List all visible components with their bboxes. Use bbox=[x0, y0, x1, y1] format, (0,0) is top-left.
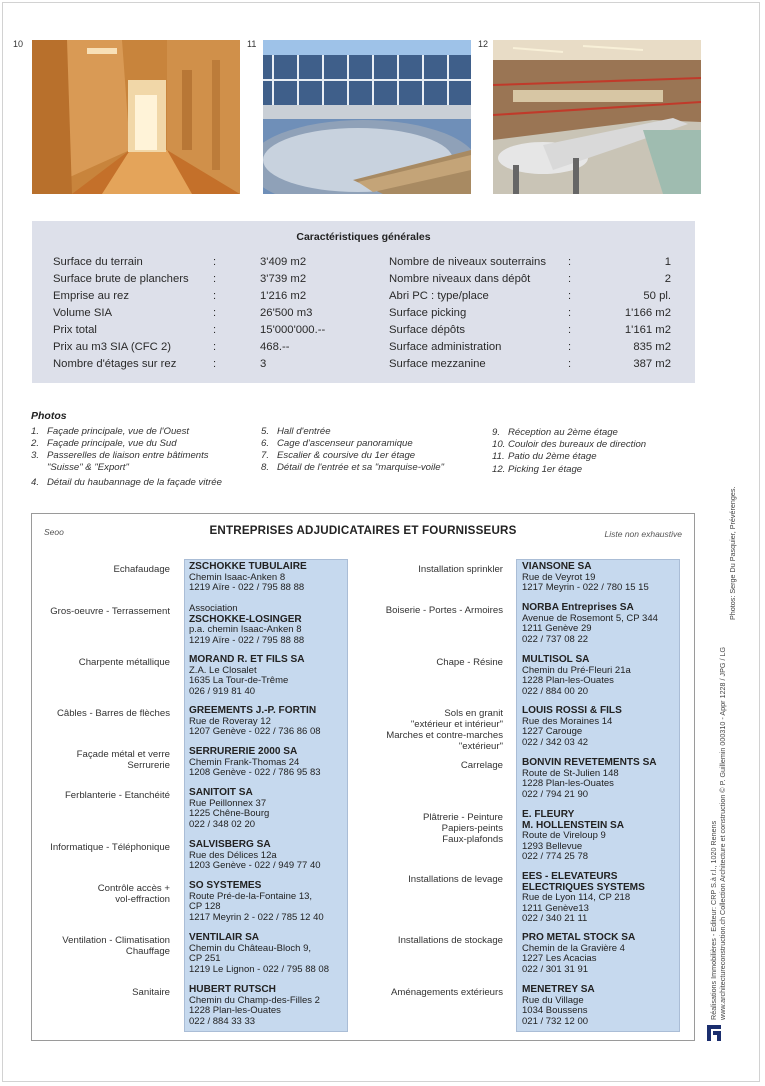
suppliers-note: Liste non exhaustive bbox=[604, 529, 682, 539]
legend-item: 11. Patio du 2ème étage bbox=[492, 451, 597, 462]
supplier-address-line: Chemin du Pré-Fleuri 21a bbox=[522, 664, 631, 676]
supplier-name: M. HOLLENSTEIN SA bbox=[522, 819, 625, 831]
photo-number-11: 11 bbox=[247, 39, 257, 49]
char-colon: : bbox=[568, 290, 572, 302]
legend-item: "Suisse" & "Export" bbox=[47, 462, 129, 473]
legend-item: 7. Escalier & coursive du 1er étage bbox=[261, 450, 416, 461]
supplier-category: Gros-oeuvre - Terrassement bbox=[50, 606, 170, 617]
supplier-address-line: Route de Vireloup 9 bbox=[522, 830, 606, 842]
char-value: 1'166 m2 bbox=[624, 307, 671, 319]
char-value: 2 bbox=[664, 273, 671, 285]
supplier-address-line: CP 128 bbox=[189, 901, 221, 913]
char-label: Surface mezzanine bbox=[389, 358, 486, 370]
supplier-address-line: Chemin Isaac-Anken 8 bbox=[189, 571, 286, 583]
legend-item: 8. Détail de l'entrée et sa "marquise-voile" bbox=[261, 462, 445, 473]
legend-item: 5. Hall d'entrée bbox=[261, 426, 331, 437]
credits-photos: Photos: Serge Du Pasquier, Prévérenges. bbox=[728, 486, 737, 620]
credits-publisher: Réalisations Immobilières - Editeur: CRP S.à r.l., 1020 Renens bbox=[709, 820, 718, 1020]
supplier-address-line: CP 251 bbox=[189, 953, 221, 965]
supplier-name: BONVIN REVETEMENTS SA bbox=[522, 757, 657, 768]
char-label: Nombre d'étages sur rez bbox=[53, 358, 177, 370]
char-colon: : bbox=[213, 256, 217, 268]
supplier-category: Câbles - Barres de flèches bbox=[56, 708, 170, 719]
supplier-address-line: 026 / 919 81 40 bbox=[189, 685, 256, 697]
supplier-address-line: Chemin du Champ-des-Filles 2 bbox=[189, 994, 320, 1006]
char-value: 835 m2 bbox=[633, 341, 671, 353]
supplier-category: Sols en granit "extérieur et intérieur" Marches et contre-marches "extérieur" bbox=[386, 708, 503, 752]
suppliers-logo: Seoo bbox=[44, 527, 64, 537]
supplier-address-line: Rue de Roveray 12 bbox=[189, 715, 271, 727]
supplier-address-line: 021 / 732 12 00 bbox=[522, 1015, 589, 1027]
legend-item: 4. Détail du haubannage de la façade vitrée bbox=[31, 477, 222, 488]
char-colon: : bbox=[568, 256, 572, 268]
legend-item: 10. Couloir des bureaux de direction bbox=[492, 439, 647, 450]
characteristics-title: Caractéristiques générales bbox=[296, 231, 431, 243]
supplier-address-line: 022 / 774 25 78 bbox=[522, 851, 589, 863]
supplier-address-line: Rue de Veyrot 19 bbox=[522, 571, 596, 583]
char-value: 1'216 m2 bbox=[260, 290, 307, 302]
supplier-category: Sanitaire bbox=[132, 987, 170, 998]
supplier-address-line: 022 / 348 02 20 bbox=[189, 818, 256, 830]
photo-number-10: 10 bbox=[13, 39, 24, 49]
supplier-address-line: 022 / 884 33 33 bbox=[189, 1015, 256, 1027]
supplier-address-line: 1635 La Tour-de-Trême bbox=[189, 675, 289, 687]
supplier-address-line: 022 / 340 21 11 bbox=[522, 913, 588, 925]
supplier-address-line: Z.A. Le Closalet bbox=[189, 664, 257, 676]
supplier-category: Ferblanterie - Etanchéité bbox=[64, 790, 170, 801]
supplier-name: ZSCHOKKE-LOSINGER bbox=[189, 613, 302, 625]
supplier-name: VENTILAIR SA bbox=[189, 932, 260, 943]
char-label: Prix au m3 SIA (CFC 2) bbox=[53, 341, 172, 353]
supplier-category: Carrelage bbox=[460, 760, 503, 771]
supplier-address-line: 022 / 794 21 90 bbox=[522, 788, 589, 800]
supplier-company bbox=[522, 985, 595, 1027]
supplier-address-line: 1211 Genève 29 bbox=[522, 623, 592, 635]
supplier-name: GREEMENTS J.-P. FORTIN bbox=[189, 705, 317, 716]
supplier-category: Echafaudage bbox=[113, 564, 170, 575]
char-colon: : bbox=[568, 341, 572, 353]
supplier-category: Informatique - Téléphonique bbox=[50, 842, 170, 853]
supplier-company bbox=[522, 810, 624, 863]
supplier-category: Contrôle accès + vol-effraction bbox=[97, 883, 170, 905]
char-value: 1 bbox=[664, 256, 671, 268]
supplier-address-line: Rue des Délices 12a bbox=[189, 849, 277, 861]
corridor-photo bbox=[32, 40, 240, 194]
legend-item: 2. Façade principale, vue du Sud bbox=[31, 438, 177, 449]
char-value: 387 m2 bbox=[633, 358, 671, 370]
supplier-category: Façade métal et verre Serrurerie bbox=[76, 749, 170, 771]
supplier-address-line: 1228 Plan-les-Ouates bbox=[522, 675, 614, 687]
supplier-name: NORBA Entreprises SA bbox=[522, 602, 634, 613]
supplier-address-line: 1219 Aïre - 022 / 795 88 88 bbox=[189, 582, 305, 594]
supplier-address-line: 1227 Carouge bbox=[522, 726, 583, 738]
supplier-name: PRO METAL STOCK SA bbox=[522, 932, 636, 943]
supplier-address-line: 1211 Genève13 bbox=[522, 902, 589, 914]
supplier-name: SALVISBERG SA bbox=[189, 839, 271, 850]
supplier-address-line: 1227 Les Acacias bbox=[522, 953, 597, 965]
supplier-company bbox=[189, 655, 305, 697]
supplier-company bbox=[189, 604, 304, 646]
supplier-address-line: 1217 Meyrin - 022 / 780 15 15 bbox=[522, 582, 649, 594]
supplier-address-line: 1219 Le Lignon - 022 / 795 88 08 bbox=[189, 963, 329, 975]
supplier-address-line: 1228 Plan-les-Ouates bbox=[189, 1005, 281, 1017]
char-colon: : bbox=[213, 324, 217, 336]
char-label: Surface dépôts bbox=[389, 324, 465, 336]
publisher-logo-icon bbox=[707, 1025, 721, 1041]
supplier-company bbox=[189, 840, 321, 872]
char-value: 1'161 m2 bbox=[624, 324, 671, 336]
supplier-address-line: 1207 Genève - 022 / 736 86 08 bbox=[189, 726, 321, 738]
supplier-address-line: 1293 Bellevue bbox=[522, 840, 583, 852]
legend-title: Photos bbox=[31, 410, 67, 422]
suppliers-box bbox=[31, 513, 695, 1041]
supplier-address-line: Rue du Village bbox=[522, 994, 584, 1006]
char-value: 26'500 m3 bbox=[260, 307, 313, 319]
supplier-name: SO SYSTEMES bbox=[189, 880, 262, 891]
legend-item: 9. Réception au 2ème étage bbox=[492, 427, 618, 438]
supplier-company bbox=[189, 881, 324, 923]
supplier-category: Ventilation - Climatisation Chauffage bbox=[62, 935, 170, 957]
supplier-company bbox=[522, 933, 635, 975]
supplier-category: Installation sprinkler bbox=[418, 564, 503, 575]
supplier-address-line: 1203 Genève - 022 / 949 77 40 bbox=[189, 860, 321, 872]
supplier-company bbox=[189, 706, 321, 738]
supplier-address-line: 1034 Boussens bbox=[522, 1005, 588, 1017]
char-value: 3'409 m2 bbox=[260, 256, 307, 268]
char-label: Volume SIA bbox=[53, 307, 113, 319]
legend-item: 12. Picking 1er étage bbox=[492, 464, 583, 475]
supplier-address-line: Rue de Lyon 114, CP 218 bbox=[522, 892, 631, 904]
char-label: Surface du terrain bbox=[53, 256, 143, 268]
supplier-address-line: Rue Peillonnex 37 bbox=[189, 797, 267, 809]
char-value: 3 bbox=[260, 358, 267, 370]
char-label: Prix total bbox=[53, 324, 97, 336]
char-colon: : bbox=[213, 358, 217, 370]
char-colon: : bbox=[213, 273, 217, 285]
supplier-name: E. FLEURY bbox=[522, 809, 575, 820]
char-value: 15'000'000.-- bbox=[260, 324, 326, 336]
supplier-name: LOUIS ROSSI & FILS bbox=[522, 705, 622, 716]
supplier-company bbox=[189, 933, 329, 975]
credits-collection: www.architectureconstruction.ch Collection Architecture et construction © P. Guillemin 000310 - Appr 1228 / JPG / LG bbox=[718, 646, 727, 1020]
supplier-address-line: 1208 Genève - 022 / 786 95 83 bbox=[189, 767, 321, 779]
supplier-name: ELECTRIQUES SYSTEMS bbox=[522, 881, 645, 893]
supplier-category: Boiserie - Portes - Armoires bbox=[385, 605, 503, 616]
supplier-company bbox=[189, 562, 307, 594]
char-label: Nombre niveaux dans dépôt bbox=[389, 273, 531, 285]
char-colon: : bbox=[213, 290, 217, 302]
suppliers-title: ENTREPRISES ADJUDICATAIRES ET FOURNISSEURS bbox=[209, 524, 517, 537]
supplier-name: MORAND R. ET FILS SA bbox=[189, 654, 305, 665]
char-label: Abri PC : type/place bbox=[389, 290, 489, 302]
supplier-name: VIANSONE SA bbox=[522, 561, 592, 572]
supplier-address-line: 1225 Chêne-Bourg bbox=[189, 808, 270, 820]
supplier-address-line: Chemin du Château-Bloch 9, bbox=[189, 942, 311, 954]
supplier-company bbox=[189, 788, 269, 830]
patio-photo bbox=[263, 40, 471, 194]
legend-item: 1. Façade principale, vue de l'Ouest bbox=[31, 426, 190, 437]
supplier-company bbox=[522, 562, 649, 594]
supplier-company bbox=[522, 603, 658, 645]
char-value: 50 pl. bbox=[643, 290, 671, 302]
supplier-address-line: p.a. chemin Isaac-Anken 8 bbox=[189, 624, 302, 636]
supplier-category: Charpente métallique bbox=[78, 657, 170, 668]
supplier-company bbox=[522, 758, 657, 800]
supplier-name: MULTISOL SA bbox=[522, 654, 590, 665]
supplier-name: SANITOIT SA bbox=[189, 787, 253, 798]
supplier-company bbox=[522, 872, 645, 925]
characteristics-box bbox=[32, 221, 695, 383]
char-colon: : bbox=[568, 358, 572, 370]
char-value: 3'739 m2 bbox=[260, 273, 307, 285]
supplier-address-line: Chemin Frank-Thomas 24 bbox=[189, 756, 300, 768]
supplier-company bbox=[522, 706, 622, 748]
supplier-category: Plâtrerie - Peinture Papiers-peints Faux-plafonds bbox=[423, 812, 503, 845]
char-colon: : bbox=[568, 324, 572, 336]
char-label: Nombre de niveaux souterrains bbox=[389, 256, 546, 268]
char-label: Emprise au rez bbox=[53, 290, 129, 302]
char-colon: : bbox=[213, 307, 217, 319]
supplier-name: SERRURERIE 2000 SA bbox=[189, 746, 298, 757]
supplier-address-line: 022 / 737 08 22 bbox=[522, 633, 589, 645]
legend-item: 6. Cage d'ascenseur panoramique bbox=[261, 438, 413, 449]
supplier-address-line: 022 / 301 31 91 bbox=[522, 963, 589, 975]
supplier-company bbox=[189, 747, 321, 779]
char-colon: : bbox=[213, 341, 217, 353]
supplier-address-line: Chemin de la Gravière 4 bbox=[522, 942, 625, 954]
supplier-address-line: Rue des Moraines 14 bbox=[522, 715, 613, 727]
picking-photo bbox=[493, 40, 701, 194]
legend-item: 3. Passerelles de liaison entre bâtiments bbox=[31, 450, 209, 461]
supplier-address-line: Route de St-Julien 148 bbox=[522, 767, 619, 779]
supplier-category: Aménagements extérieurs bbox=[391, 987, 503, 998]
supplier-company bbox=[522, 655, 631, 697]
supplier-address-line: 1219 Aïre - 022 / 795 88 88 bbox=[189, 634, 305, 646]
supplier-address-line: Route Pré-de-la-Fontaine 13, bbox=[189, 890, 313, 902]
supplier-address-line: 022 / 884 00 20 bbox=[522, 685, 589, 697]
supplier-address-line: 1228 Plan-les-Ouates bbox=[522, 778, 614, 790]
supplier-prefix: Association bbox=[189, 603, 238, 614]
supplier-address-line: 1217 Meyrin 2 - 022 / 785 12 40 bbox=[189, 911, 324, 923]
photo-number-12: 12 bbox=[478, 39, 489, 49]
supplier-name: ZSCHOKKE TUBULAIRE bbox=[189, 561, 307, 572]
supplier-category: Installations de levage bbox=[408, 874, 503, 885]
supplier-name: EES - ELEVATEURS bbox=[522, 871, 618, 882]
char-label: Surface picking bbox=[389, 307, 467, 319]
supplier-category: Installations de stockage bbox=[397, 935, 503, 946]
char-value: 468.-- bbox=[260, 341, 290, 353]
supplier-address-line: Avenue de Rosemont 5, CP 344 bbox=[522, 612, 658, 624]
char-colon: : bbox=[568, 307, 572, 319]
char-label: Surface brute de planchers bbox=[53, 273, 189, 285]
supplier-name: MENETREY SA bbox=[522, 984, 595, 995]
char-colon: : bbox=[568, 273, 572, 285]
char-label: Surface administration bbox=[389, 341, 502, 353]
supplier-address-line: 022 / 342 03 42 bbox=[522, 736, 589, 748]
supplier-name: HUBERT RUTSCH bbox=[189, 984, 276, 995]
supplier-company bbox=[189, 985, 320, 1027]
supplier-category: Chape - Résine bbox=[436, 657, 503, 668]
